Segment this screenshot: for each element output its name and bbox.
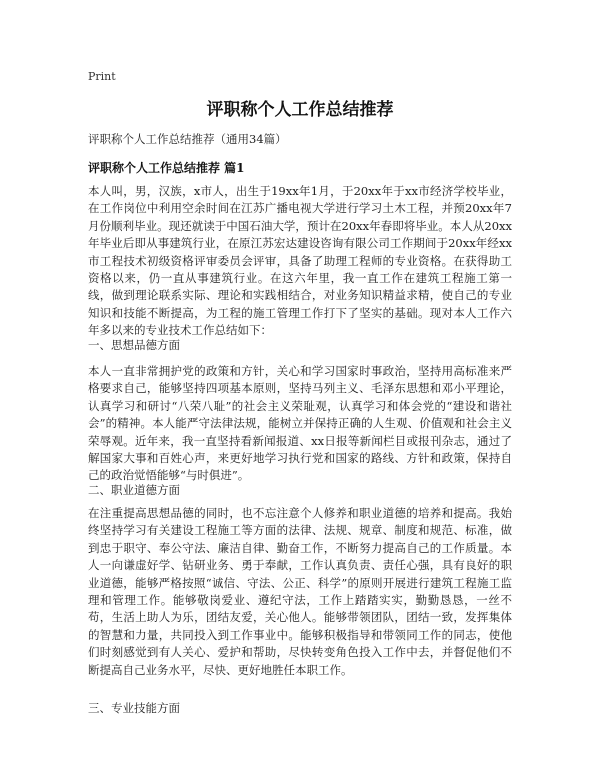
section-heading-ethics: 二、职业道德方面	[88, 483, 180, 497]
chapter-title: 评职称个人工作总结推荐 篇1	[88, 161, 245, 175]
section-body-ethics: 在注重提高思想品德的同时，也不忘注意个人修养和职业道德的培养和提高。我始终坚持学习有关建设工程施工等方面的法律、法规、规章、制度和规范、标准，做到忠于职守、奉公守法、廉洁自律、勤奋工作，不断努力提高自己的工作质量。本人一向谦虚好学、钻研业务、勇于奉献，工作认真负责、责任心强，具有良好的职业道德，能够严格按照“诚信、守法、公正、科学”的原则开展进行建筑工程施工监理和管理工作。能够敬岗爱业、遵纪守法，工作上踏踏实实，勤勤恳恳，一丝不苟，生活上助人为乐，团结友爱，关心他人。能够带领团队，团结一致，发挥集体的智慧和力量，共同投入到工作事业中。能够积极指导和带领同工作的同志，使他们时刻感觉到有人关心、爱护和帮助，尽快转变角色投入工作中去，并督促他们不断提高自己业务水平，尽快、更好地胜任本职工作。	[88, 506, 512, 677]
intro-paragraph: 本人叫，男，汉族，x市人，出生于19xx年1月，于20xx年于xx市经济学校毕业，在工作岗位中利用空余时间在江苏广播电视大学进行学习土木工程，并预20xx年7月份顺利毕业。现还就读于中国石油大学，预计在20xx年春即将毕业。本人从20xx年毕业后即从事建筑行业，在原江苏宏达建设咨询有限公司工作期间于20xx年经xx市工程技术初级资格评审委员会评审，具备了助理工程师的专业资格。在获得助工资格以来，仍一直从事建筑行业。在这六年里，我一直工作在建筑工程施工第一线，做到理论联系实际、理论和实践相结合，对业务知识精益求精，使自己的专业知识和技能不断提高，为工程的施工管理工作打下了坚实的基础。现对本人工作六年多以来的专业技术工作总结如下：	[88, 184, 512, 338]
print-label[interactable]: Print	[88, 70, 116, 83]
document-subtitle: 评职称个人工作总结推荐（通用34篇）	[88, 132, 287, 146]
document-title: 评职称个人工作总结推荐	[206, 100, 394, 120]
section-heading-skills: 三、专业技能方面	[88, 701, 180, 715]
section-heading-ideology: 一、思想品德方面	[88, 338, 180, 352]
section-body-ideology: 本人一直非常拥护党的政策和方针，关心和学习国家时事政治，坚持用高标准来严格要求自己，能够坚持四项基本原则，坚持马列主义、毛泽东思想和邓小平理论，认真学习和研讨“八荣八耻”的社会主义荣耻观，认真学习和体会党的“建设和谐社会”的精神。本人能严守法律法规，能树立并保持正确的人生观、价值观和社会主义荣辱观。近年来，我一直坚持看新闻报道、xx日报等新闻栏目或报刊杂志，通过了解国家大事和百姓心声，来更好地学习执行党和国家的路线、方针和政策，保持自己的政治觉悟能够“与时俱进”。	[88, 364, 512, 483]
